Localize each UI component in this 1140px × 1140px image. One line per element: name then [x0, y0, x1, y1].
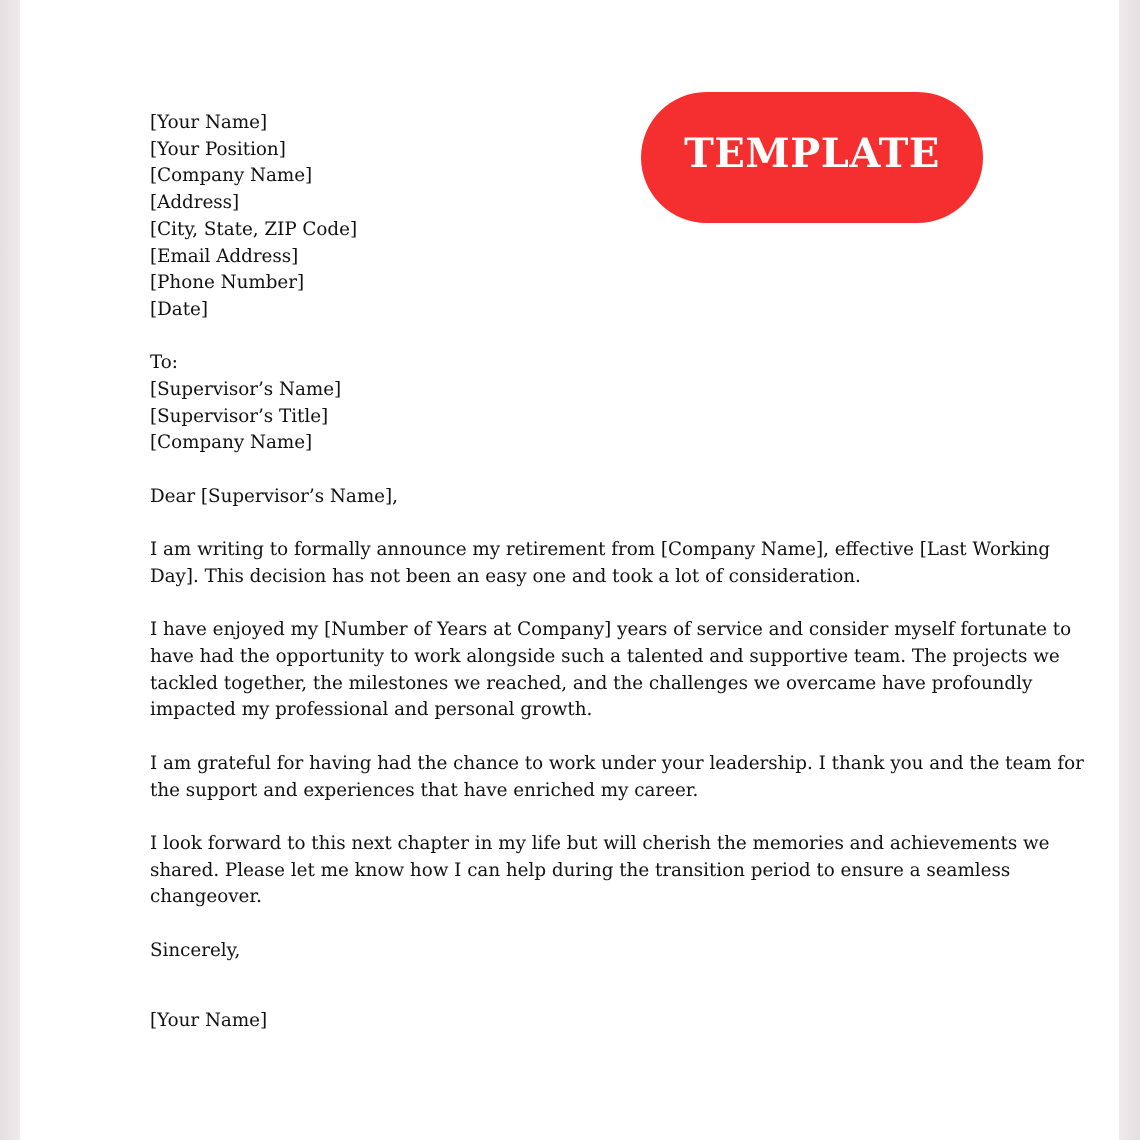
paragraph-line: I am writing to formally announce my retirement from [Company Name], effective [Last Working — [150, 539, 1051, 561]
salutation: Dear [Supervisor’s Name], — [150, 485, 398, 507]
recipient-block — [150, 350, 1010, 457]
sender-company: [Company Name] — [150, 165, 313, 187]
recipient-company: [Company Name] — [150, 432, 313, 454]
closing: Sincerely, — [150, 939, 241, 961]
sender-email: [Email Address] — [150, 245, 299, 267]
paragraph-2 — [150, 617, 1072, 724]
template-badge-label: TEMPLATE — [684, 130, 940, 177]
sender-name: [Your Name] — [150, 112, 268, 133]
spacer — [150, 591, 1010, 618]
letter-body — [150, 110, 1084, 1035]
recipient-title: [Supervisor’s Title] — [150, 405, 329, 427]
sender-block — [150, 110, 1010, 324]
sender-address: [Address] — [150, 192, 240, 214]
sender-date: [Date] — [150, 298, 208, 320]
paragraph-4 — [150, 831, 1050, 911]
paragraph-line: the support and experiences that have enriched my career. — [150, 779, 699, 801]
signature-name: [Your Name] — [150, 1010, 268, 1032]
signature-spacer — [150, 964, 1010, 1008]
sender-phone: [Phone Number] — [150, 272, 305, 294]
spacer — [150, 804, 1010, 831]
paragraph-line: Day]. This decision has not been an easy one and took a lot of consideration. — [150, 565, 861, 587]
recipient-to-label: To: — [150, 352, 178, 374]
spacer — [150, 324, 1010, 351]
paragraph-line: impacted my professional and personal growth. — [150, 699, 593, 721]
paragraph-1 — [150, 537, 1051, 590]
spacer — [150, 511, 1010, 538]
sender-position: [Your Position] — [150, 138, 286, 160]
paragraph-line: I have enjoyed my [Number of Years at Company] years of service and consider myself fortunate to — [150, 619, 1072, 641]
paragraph-line: have had the opportunity to work alongside such a talented and supportive team. The projects we — [150, 646, 1060, 667]
paragraph-line: changeover. — [150, 886, 262, 908]
paragraph-line: shared. Please let me know how I can help during the transition period to ensure a seamless — [150, 859, 1011, 881]
paragraph-line: I look forward to this next chapter in my life but will cherish the memories and achievements we — [150, 832, 1050, 854]
paragraph-line: I am grateful for having had the chance to work under your leadership. I thank you and the team for — [150, 752, 1084, 774]
spacer — [150, 724, 1010, 751]
paragraph-line: tackled together, the milestones we reached, and the challenges we overcame have profoundly — [150, 672, 1033, 694]
spacer — [150, 911, 1010, 938]
spacer — [150, 457, 1010, 484]
paragraph-3 — [150, 751, 1084, 804]
sender-city-state-zip: [City, State, ZIP Code] — [150, 218, 358, 240]
recipient-name: [Supervisor’s Name] — [150, 379, 342, 401]
